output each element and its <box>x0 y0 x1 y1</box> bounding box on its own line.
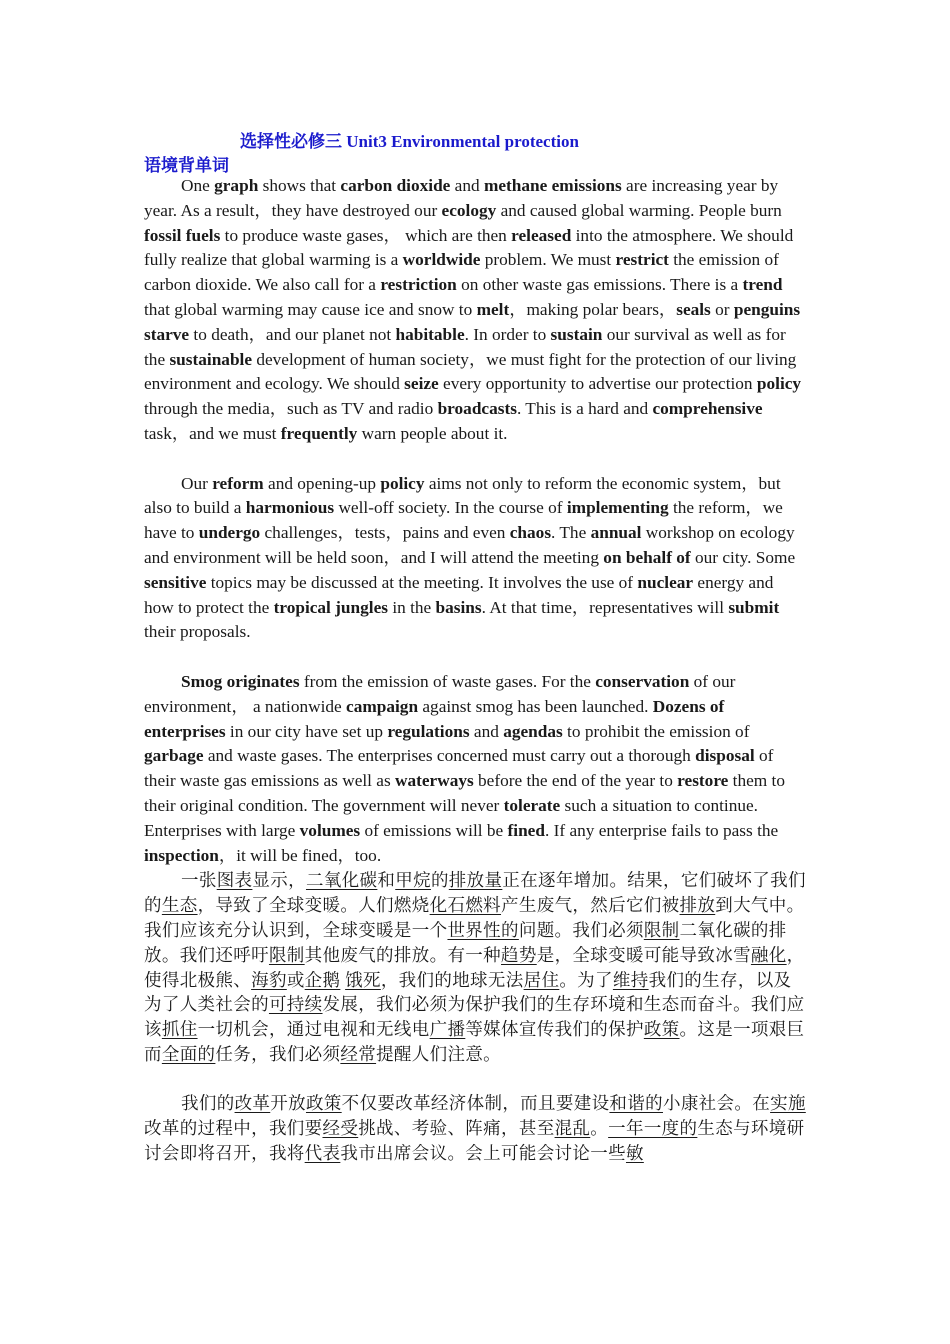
text-run: 显示， <box>252 870 306 891</box>
english-paragraph <box>144 472 806 646</box>
english-paragraph <box>144 174 806 447</box>
text-run: our city. Some <box>690 547 796 567</box>
vocab-term: penguins starve <box>144 299 801 344</box>
vocab-term: waterways <box>395 771 474 791</box>
vocab-term: conservation <box>595 671 690 691</box>
vocab-term: 全面的 <box>161 1043 216 1064</box>
vocab-term: 抓住 <box>161 1019 198 1040</box>
text-run: shows that <box>258 176 341 195</box>
vocab-term: 饿死 <box>345 969 381 990</box>
page-title: 选择性必修三 Unit3 Environmental protection <box>240 132 579 151</box>
vocab-term: 和谐的 <box>609 1093 663 1114</box>
text-run: 改革的过程中，我们要 <box>144 1118 323 1139</box>
text-run: . At that time，representatives will <box>481 597 729 617</box>
text-run: energy and how to protect the <box>144 572 774 617</box>
vocab-term: trend <box>742 275 783 295</box>
text-run: their proposals. <box>144 622 251 642</box>
vocab-term: campaign <box>346 696 419 716</box>
text-run: 我市出席会议。会上可能会讨论一些 <box>340 1143 626 1164</box>
text-run: of their waste gas emissions as well as <box>144 746 774 791</box>
text-run: 不仅要改革经济体制，而且要建设 <box>341 1093 610 1114</box>
vocab-term: carbon dioxide <box>340 176 451 195</box>
vocab-term: melt <box>476 299 510 319</box>
vocab-term: reform <box>212 473 264 493</box>
text-run: are increasing year by year. As a result，they have destroyed our <box>144 176 779 220</box>
text-run: or <box>710 299 734 319</box>
vocab-term: 可持续 <box>268 994 323 1015</box>
text-run: ，我们的地球无法 <box>380 969 524 990</box>
text-run: 是，全球变暖可能导致冰雪 <box>536 944 751 965</box>
vocab-term: basins <box>435 597 482 617</box>
vocab-term: broadcasts <box>437 399 517 419</box>
text-run: in the <box>388 597 436 617</box>
vocab-term: nuclear <box>637 572 694 592</box>
vocab-term: sustain <box>550 324 603 344</box>
text-run: ，使得北极熊、 <box>144 944 805 990</box>
chinese-paragraph <box>144 868 806 1066</box>
vocab-term: fined <box>507 820 545 840</box>
vocab-term: 实施 <box>770 1093 806 1114</box>
vocab-term: 限制 <box>268 944 305 965</box>
text-run: . This is a hard and <box>516 399 653 419</box>
vocab-term: sensitive <box>144 572 207 592</box>
vocab-term: 政策 <box>305 1093 342 1114</box>
vocab-term: policy <box>756 374 802 394</box>
text-run: every opportunity to advertise our protection <box>438 374 757 394</box>
text-run: problem. We must <box>480 250 616 270</box>
text-run: 。为了 <box>559 969 613 990</box>
vocab-term: 排放 <box>679 895 716 916</box>
text-run: ，making polar bears， <box>509 299 677 319</box>
vocab-term: 一年一度的 <box>608 1118 698 1139</box>
text-run: and <box>450 176 484 195</box>
text-run: to prohibit the emission of <box>562 721 750 741</box>
text-run: 问题。我们必须 <box>518 919 644 940</box>
text-run: and <box>469 721 504 741</box>
text-run: such a situation to continue. Enterprises with large <box>144 795 758 840</box>
vocab-term: agendas <box>503 721 563 741</box>
text-run: One <box>181 176 215 195</box>
vocab-term: 经常 <box>340 1043 377 1064</box>
vocab-term: on behalf of <box>603 547 691 567</box>
text-run: and opening-up <box>263 473 381 493</box>
text-run: development of human society，we must fight for the protection of our living environment and ecology. We should <box>144 349 797 394</box>
vocab-term: released <box>511 225 572 245</box>
vocab-term: regulations <box>387 721 470 741</box>
vocab-term: garbage <box>144 746 204 766</box>
text-run: 小康社会。在 <box>662 1093 771 1114</box>
text-run: on other waste gas emissions. There is a <box>456 275 743 295</box>
vocab-term: annual <box>590 523 642 543</box>
vocab-term: 海豹 <box>251 969 287 990</box>
text-run: 二氧化碳的排放。我们还呼吁 <box>144 919 787 965</box>
vocab-term: 排放量 <box>448 870 503 891</box>
vocab-term: disposal <box>695 746 755 766</box>
vocab-term: 改革 <box>234 1093 271 1114</box>
text-run: 或 <box>286 969 305 990</box>
vocab-term: sustainable <box>169 349 253 369</box>
vocab-term: habitable <box>395 324 465 344</box>
chinese-paragraph <box>144 1091 806 1165</box>
vocab-term: 敏 <box>625 1143 644 1164</box>
vocab-term: undergo <box>198 523 261 543</box>
vocab-term: restore <box>677 771 729 791</box>
vocab-term: 混乱 <box>554 1118 591 1139</box>
vocab-term: fossil fuels <box>144 225 221 245</box>
vocab-term: 经受 <box>322 1118 359 1139</box>
vocab-term: 趋势 <box>501 944 537 965</box>
text-run: of our environment， a nationwide <box>144 671 736 716</box>
text-run: task，and we must <box>144 423 281 443</box>
vocab-term: ecology <box>441 200 497 220</box>
vocab-term: 化石燃料 <box>429 895 502 916</box>
text-run: of emissions will be <box>360 820 508 840</box>
vocab-term: restriction <box>380 275 457 295</box>
vocab-term: 政策 <box>643 1019 680 1040</box>
text-run: the reform，we have to <box>144 498 783 543</box>
vocab-term: comprehensive <box>652 399 763 419</box>
vocab-term: 维持 <box>612 969 649 990</box>
text-run: 等媒体宣传我们的保护 <box>465 1019 644 1040</box>
vocab-term: 图表 <box>216 870 253 891</box>
vocab-term: 甲烷 <box>395 870 431 891</box>
text-run: to produce waste gases， which are then <box>220 225 512 245</box>
text-run: 。 <box>590 1118 609 1139</box>
text-run: ，导致了全球变暖。人们燃烧 <box>197 895 430 916</box>
text-run: 挑战、考验、阵痛，甚至 <box>358 1118 555 1139</box>
text-run: 到大气中。我们应该充分认识到，全球变暖是一个 <box>144 895 805 940</box>
text-run: the emission of carbon dioxide. We also call for a <box>144 250 779 295</box>
text-run: 开放 <box>270 1093 306 1114</box>
text-run: and waste gases. The enterprises concerned must carry out a thorough <box>203 746 696 766</box>
vocab-term: tropical jungles <box>273 597 388 617</box>
text-run: in our city have set up <box>225 721 388 741</box>
text-run: warn people about it. <box>357 423 508 443</box>
vocab-term: seals <box>676 299 711 319</box>
vocab-term: frequently <box>280 423 358 443</box>
vocab-term: restrict <box>615 250 669 270</box>
text-run: into the atmosphere. We should fully realize that global warming is a <box>144 225 794 270</box>
text-run: 我们的 <box>181 1093 235 1114</box>
text-run: against smog has been launched. <box>418 696 653 716</box>
vocab-term: inspection <box>144 845 219 865</box>
vocab-term: worldwide <box>402 250 481 270</box>
text-run: 产生废气，然后它们被 <box>501 895 680 916</box>
text-run: ，it will be fined，too. <box>218 845 382 865</box>
text-run: 发展，我们必须为保护我们的生存环境和生态而奋斗。我们应该 <box>144 994 805 1040</box>
vocab-term: Dozens of enterprises <box>144 696 725 741</box>
text-run: that global warming may cause ice and snow to <box>144 299 477 319</box>
section-label: 语境背单词 <box>144 156 229 175</box>
vocab-term: chaos <box>509 523 552 543</box>
vocab-term: tolerate <box>503 795 561 815</box>
text-run: . In order to <box>464 324 551 344</box>
text-run: topics may be discussed at the meeting. It involves the use of <box>206 572 638 592</box>
vocab-term: policy <box>380 473 425 493</box>
text-run: 和 <box>377 870 396 891</box>
text-run: from the emission of waste gases. For the <box>299 671 596 691</box>
vocab-term: 广播 <box>429 1019 466 1040</box>
vocab-term: Smog originates <box>181 671 300 691</box>
text-run: before the end of the year to <box>473 771 678 791</box>
text-run: through the media，such as TV and radio <box>144 399 438 419</box>
text-run: . The <box>551 523 591 543</box>
vocab-term: graph <box>214 176 259 195</box>
vocab-term: harmonious <box>245 498 335 518</box>
vocab-term: implementing <box>566 498 669 518</box>
text-run: 一切机会，通过电视和无线电 <box>197 1019 430 1040</box>
text-run: workshop on ecology and environment will be held soon，and I will attend the meeting <box>144 523 795 567</box>
text-run: 。这是一项艰巨而 <box>144 1019 805 1064</box>
vocab-term: submit <box>728 597 780 617</box>
text-run: our survival as well as for the <box>144 324 786 369</box>
text-run: 生态与环境研讨会即将召开，我将 <box>144 1118 805 1164</box>
vocab-term: 生态 <box>161 895 198 916</box>
english-paragraph <box>144 670 806 868</box>
text-run: 我们的生存，以及为了人类社会的 <box>144 969 792 1015</box>
document-body <box>144 174 806 1166</box>
text-run: aims not only to reform the economic system，but also to build a <box>144 473 781 518</box>
text-run: 其他废气的排放。有一种 <box>304 944 502 965</box>
vocab-term: 代表 <box>304 1143 341 1164</box>
text-run: well-off society. In the course of <box>334 498 567 518</box>
text-run: 提醒人们注意。 <box>376 1043 502 1064</box>
vocab-term: methane emissions <box>483 176 622 195</box>
vocab-term: 世界性的 <box>447 919 519 940</box>
text-run: 正在逐年增加。结果，它们破坏了我们的 <box>144 870 806 916</box>
text-run: to death，and our planet not <box>189 324 396 344</box>
text-run: 一张 <box>181 870 217 891</box>
text-run: 任务，我们必须 <box>215 1043 341 1064</box>
text-run: . If any enterprise fails to pass the <box>544 820 779 840</box>
text-run: 的 <box>430 870 449 891</box>
vocab-term: 居住 <box>523 969 560 990</box>
text-run: them to their original condition. The government will never <box>144 771 785 815</box>
vocab-term: volumes <box>299 820 361 840</box>
vocab-term: 企鹅 <box>304 969 341 990</box>
vocab-term: 融化 <box>750 944 787 965</box>
vocab-term: 限制 <box>643 919 680 940</box>
text-run: Our <box>181 473 213 493</box>
vocab-term: 二氧化碳 <box>305 870 378 891</box>
text-run: and caused global warming. People burn <box>496 200 782 220</box>
vocab-term: seize <box>404 374 439 394</box>
text-run: challenges，tests，pains and even <box>260 523 510 543</box>
